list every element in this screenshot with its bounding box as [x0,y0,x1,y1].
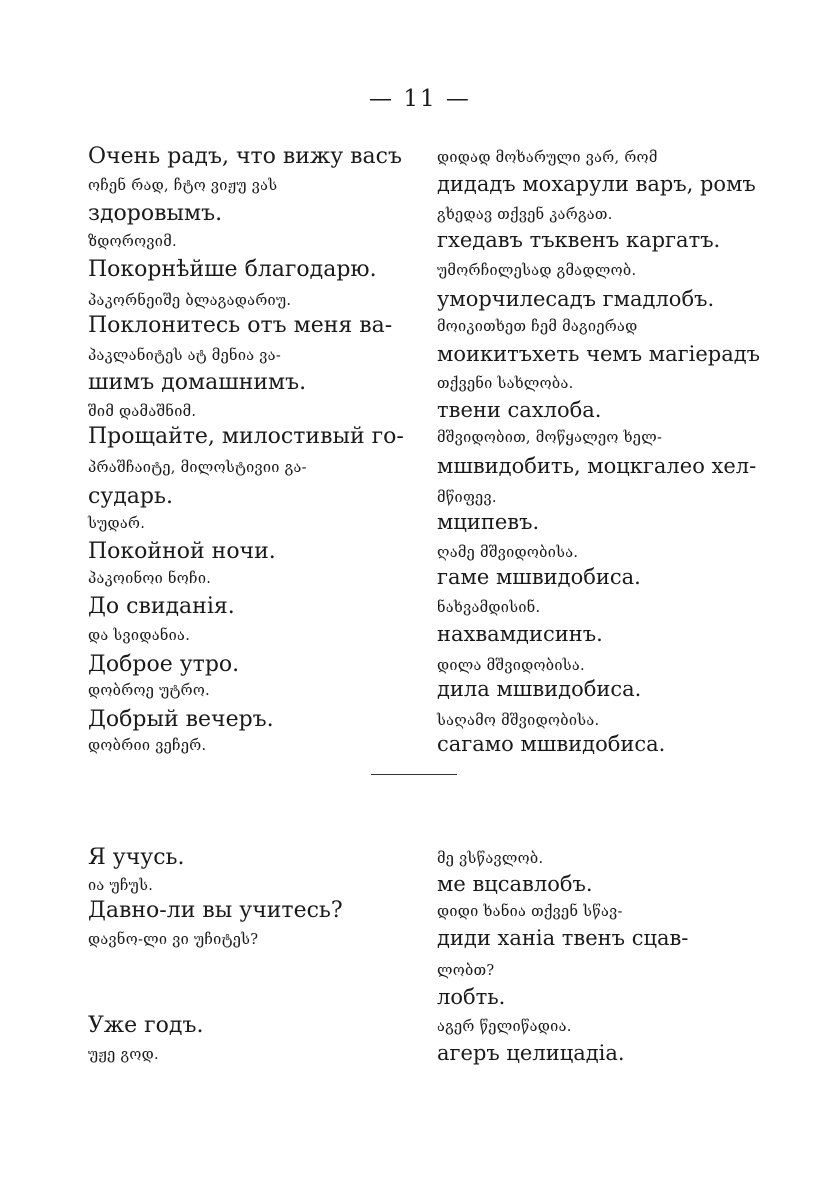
section-divider [371,774,457,775]
russian-phrase-line: ზდოროვიმ. [88,234,177,250]
russian-phrase-line: პრაშჩაიტე, მილოსტივიი გა- [88,460,307,476]
russian-phrase-line: სუდარ. [88,516,146,532]
russian-phrase-line: Очень радъ, что вижу васъ [88,144,402,169]
transliteration-line: აგერ წელიწადია. [437,1019,572,1035]
transliteration-line: дидадъ мохарули варъ, ромъ [437,172,756,196]
russian-phrase-line: здоровымъ. [88,201,223,226]
transliteration-line: диди ханіа твенъ сцав- [437,926,689,950]
transliteration-line: сагамо мшвидобиса. [437,732,666,756]
russian-phrase-line: ია უჩუს. [88,878,154,894]
russian-phrase-line: шимъ домашнимъ. [88,370,307,395]
russian-phrase-line: შიმ დამაშნიმ. [88,404,197,420]
transliteration-line: ნახვამდისინ. [437,600,541,616]
transliteration-line: მე ვსწავლობ. [437,851,544,867]
russian-phrase-line: პაკლანიტეს ატ მენია ვა- [88,348,282,364]
transliteration-line: ღამე მშვიდობისა. [437,545,579,561]
transliteration-line: лобть. [437,985,506,1009]
transliteration-line: მწიფევ. [437,490,497,506]
russian-phrase-line: сударь. [88,484,173,509]
transliteration-line: უმორჩილესად გმადლობ. [437,263,637,279]
russian-phrase-line: პაკორნეიშე ბლაგადარიუ. [88,293,292,309]
russian-phrase-line: პაკოინოი ნოჩი. [88,571,212,587]
transliteration-line: твени сахлоба. [437,398,602,422]
transliteration-line: დიდად მოხარული ვარ, რომ [437,150,658,166]
transliteration-line: агеръ целицадіа. [437,1041,625,1065]
transliteration-line: დიდი ხანია თქვენ სწავ- [437,904,623,920]
russian-phrase-line: Я учусь. [88,845,185,870]
transliteration-line: ме вцсавлобъ. [437,872,593,896]
page-number: — 11 — [369,86,471,112]
transliteration-line: საღამო მშვიდობისა. [437,713,600,729]
transliteration-line: гаме мшвидобиса. [437,565,641,589]
russian-phrase-line: და სვიდანია. [88,628,191,644]
russian-phrase-line: Прощайте, милостивый го- [88,424,404,449]
transliteration-line: მშვიდობით, მოწყალეო ხელ- [437,430,663,446]
transliteration-line: уморчилесадъ гмадлобъ. [437,287,715,311]
transliteration-line: мшвидобить, моцкгалео хел- [437,454,757,478]
transliteration-line: нахвамдисинъ. [437,622,603,646]
russian-phrase-line: До свиданія. [88,594,235,619]
russian-phrase-line: ოჩენ რად, ჩტო ვიჟუ ვას [88,178,278,194]
russian-phrase-line: Добрый вечеръ. [88,707,274,732]
transliteration-line: моикитъхеть чемъ магіерадъ [437,342,761,366]
transliteration-line: თქვენი სახლობა. [437,376,574,392]
russian-phrase-line: დავნო-ლი ვი უჩიტეს? [88,932,259,948]
transliteration-line: დილა მშვიდობისა. [437,658,585,674]
russian-phrase-line: უჟე გოდ. [88,1047,159,1063]
russian-phrase-line: Поклонитесь отъ меня ва- [88,313,393,338]
russian-phrase-line: დობრიი ვეჩერ. [88,738,207,754]
transliteration-line: მოიკითხეთ ჩემ მაგიერად [437,319,638,335]
transliteration-line: гхедавъ тъквенъ каргатъ. [437,228,721,252]
transliteration-line: გხედავ თქვენ კარგათ. [437,207,613,223]
russian-phrase-line: Давно-ли вы учитесь? [88,898,343,923]
russian-phrase-line: დობროე უტრო. [88,683,211,699]
transliteration-line: дила мшвидобиса. [437,677,642,701]
russian-phrase-line: Покойной ночи. [88,539,276,564]
russian-phrase-line: Уже годъ. [88,1013,204,1038]
transliteration-line: мципевъ. [437,510,540,534]
transliteration-line: ლობთ? [437,963,495,979]
russian-phrase-line: Покорнѣйше благодарю. [88,257,377,282]
russian-phrase-line: Доброе утро. [88,652,240,677]
